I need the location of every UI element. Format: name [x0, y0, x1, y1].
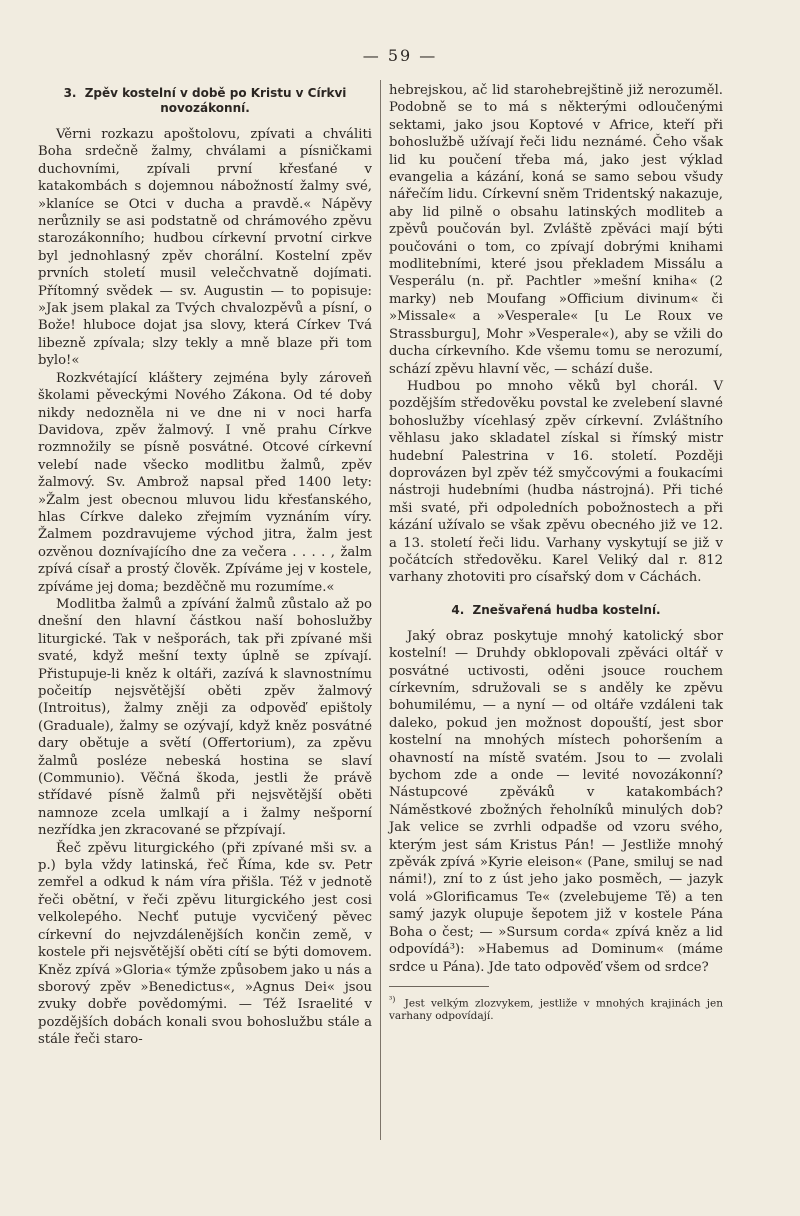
right-body-section-4: [389, 628, 723, 976]
paragraph: Modlitba žalmů a zpívání žalmů zůstalo až po dnešní den hlavní částkou naší bohoslužby liturgické. Tak v nešporách, tak při zpívané mši svaté, když mešní texty úplně se zpívají. Přistupuje-li kněz k oltáři, zazívá k slavnostnímu počeitíp nejsvětější oběti zpěv žalmový (Introitus), žalmy zněji za odpověď epištoly (Graduale), žalmy se ozývají, když kněz posvátné dary obětuje a světí (Offertorium), za zpěvu žalmů posléze nebeská hostina se slaví (Communio). Věčná škoda, jestli že právě střídavé písně žalmů při nejsvětější oběti namnoze zcela umlkají a i žalmy nešporní nezřídka jen zkracované se přzpívají.: [38, 596, 372, 839]
section-3-number: 3.: [63, 86, 77, 100]
left-column: [38, 82, 372, 1049]
left-body: [38, 126, 372, 1049]
footnote-mark: ³): [389, 994, 396, 1004]
paragraph: Řeč zpěvu liturgického (při zpívané mši sv. a p.) byla vždy latinská, řeč Říma, kde sv. Petr zemřel a odkud k nám víra přišla. Též v jednotě řeči obětní, v řeči zpěvu liturgického jest cosi velkolepého. Nechť putuje vycvičený pěvec církevní do nejvzdálenějších končin země, v kostele při nejsvětější oběti cítí se býti domovem. Kněz zpívá »Gloria« týmže způsobem jako u nás a sborový zpěv »Benedictus«, »Agnus Dei« jsou zvuky dobře povědomými. — Též Israelité v pozdějších dobách konali svou bohoslužbu stále a stále řeči staro-: [38, 840, 372, 1048]
section-4-heading: [389, 603, 723, 618]
paragraph: Hudbou po mnoho věků byl chorál. V pozdějším středověku povstal ke zvelebení slavné bohoslužby vícehlasý zpěv církevní. Zvláštního věhlasu jako skladatel získal si římský mistr hudební Palestrina v 16. století. Později doprovázen byl zpěv též smyčcovými a foukacími nástroji hudebními (hudba nástrojná). Při tiché mši svaté, při odpoledních pobožnostech a při kázání užívalo se však zpěvu obecného již ve 12. a 13. století řeči lidu. Varhany vyskytují se již v počátcích středověku. Karel Veliký dal r. 812 varhany zhotoviti pro císařský dom v Cáchách.: [389, 378, 723, 586]
right-body: [389, 82, 723, 587]
column-divider: [380, 80, 381, 1140]
paragraph: Rozkvétající kláštery zejména byly zároveň školami pěveckými Nového Zákona. Od té doby nikdy nedozněla ni ve dne ni v noci harfa Davidova, zpěv žalmový. I vně prahu Církve rozmnožily se písně posvátné. Otcové církevní velebí nade všecko modlitbu žalmů, zpěv žalmový. Sv. Ambrož napsal před 1400 lety: »Žalm jest obecnou mluvou lidu křesťanského, hlas Církve daleko zřejmím vyznáním víry. Žalmem pozdravujeme východ jitra, žalm jest ozvěnou doznívajícího dne za večera . . . . , žalm zpívá císař a prostý člověk. Zpíváme jej v kostele, zpíváme jej doma; bezděčně mu rozumíme.«: [38, 370, 372, 595]
right-column: [389, 82, 723, 1023]
section-3-heading: [38, 86, 372, 116]
section-3-title: Zpěv kostelní v době po Kristu v Církvi novozákonní.: [84, 86, 347, 115]
section-4-title: Znešvařená hudba kostelní.: [472, 602, 661, 617]
footnote: [389, 993, 723, 1024]
paragraph: Věrni rozkazu apoštolovu, zpívati a chváliti Boha srdečně žalmy, chválami a písničkami duchovními, zpívali první křesťané v katakombách s dojemnou nábožností žalmy své, »klaníce se Otci v ducha a pravdě.« Nápěvy nerůznily se asi podstatně od chrámového zpěvu starozákonního; hudbou církevní prvotní cirkve byl jednohlasný zpěv chorální. Kostelní zpěv prvních století musil velečchvatně dojímati. Přítomný svědek — sv. Augustin — to popisuje: »Jak jsem plakal za Tvých chvalozpěvů a písní, o Bože! hluboce dojat jsa slovy, která Církev Tvá libezně zpívala; slzy tekly a mně blaze při tom bylo!«: [38, 127, 372, 369]
footnote-text: Jest velkým zlozvykem, jestliže v mnohých krajinách jen varhany odpovídají.: [389, 997, 723, 1023]
footnote-rule: [389, 986, 489, 987]
section-4-number: 4.: [451, 602, 465, 617]
paragraph: hebrejskou, ač lid starohebrejštině již nerozuměl. Podobně se to má s některými odloučenými sektami, jako jsou Koptové v Africe, kteří při bohoslužbě užívají řeči lidu neznámé. Čeho však lid ku poučení třeba má, jako jest výklad evangelia a kázání, koná se samo sebou všudy nářečím lidu. Církevní sněm Tridentský nakazuje, aby lid pilně o obsahu latinských modliteb a zpěvů poučován byl. Zvláště zpěváci mají býti poučováni o tom, co zpívají dobrými knihami modlitebními, které jsou překladem Missálu a Vesperálu (n. př. Pachtler »mešní kniha« (2 marky) neb Moufang »Officium divinum« či »Missale« a »Vesperale« [u Le Roux ve Strassburgu], Mohr »Vesperale«), aby se vžili do ducha církevního. Kde všemu tomu se nerozumí, schází zpěvu hlavní věc, — schází duše.: [389, 83, 723, 377]
page-number: — 59 —: [362, 46, 438, 65]
paragraph: Jaký obraz poskytuje mnohý katolický sbor kostelní! — Druhdy obklopovali zpěváci oltář v posvátné uctivosti, oděni jsouce rouchem církevním, sdružovali se s anděly ke zpěvu bohumilému, — a nyní — od oltáře vzdáleni tak daleko, pokud jen možnost dopouští, jest sbor kostelní na mnohých místech pohoršením a ohavností na místě svatém. Jsou to — zvolali bychom zde a onde — levité novozákonní? Nástupcové zpěváků v katakombách? Náměstkové zbožných řeholníků minulých dob? Jak velice se zvrhli odpadše od vzoru svého, kterým jest sám Kristus Pán! — Jestliže mnohý zpěvák zpívá »Kyrie eleison« (Pane, smiluj se nad námi!), zní to z úst jeho jako posměch, — jazyk volá »Glorificamus Te« (zvelebujeme Tě) a ten samý jazyk olupuje šepotem již v kostele Pána Boha o čest; — »Sursum corda« zpívá kněz a lid odpovídá³): »Habemus ad Dominum« (máme srdce u Pána). Jde tato odpověď všem od srdce?: [389, 628, 723, 975]
